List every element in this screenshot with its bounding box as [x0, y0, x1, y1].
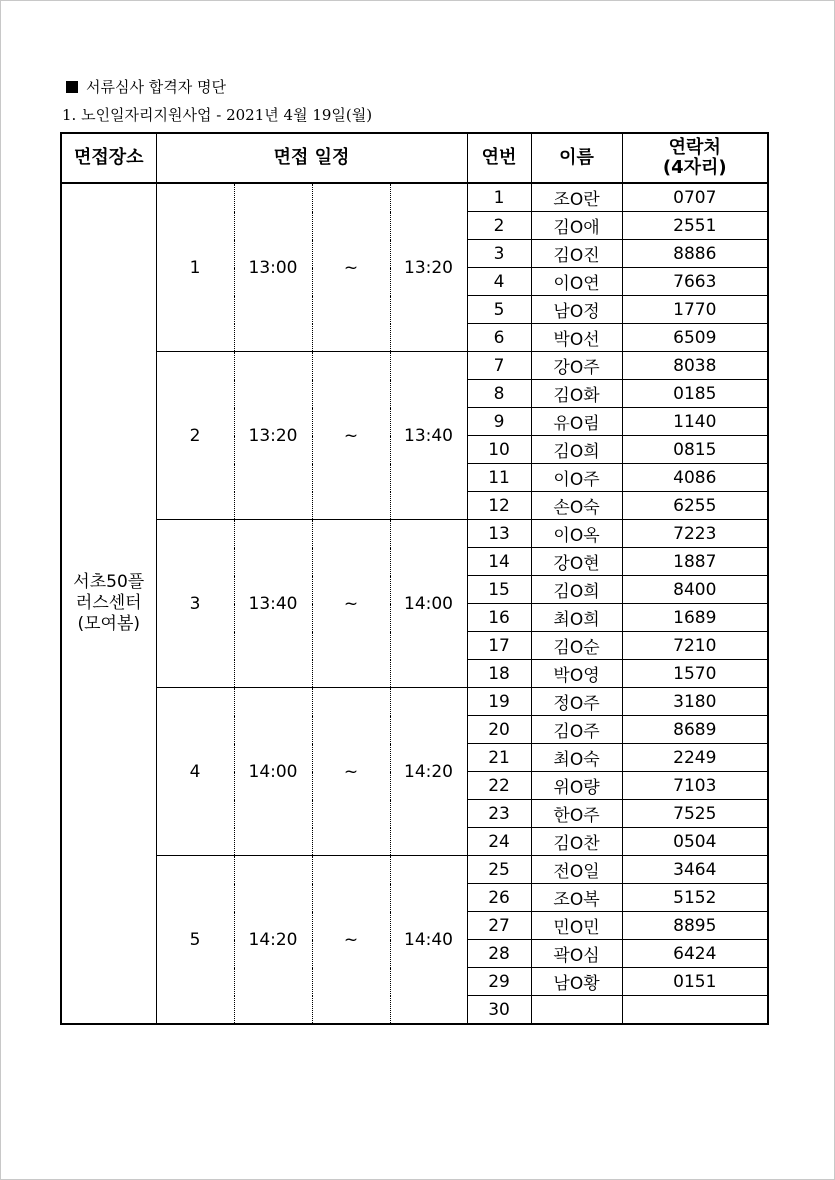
applicant-name: 민O민 [531, 912, 622, 940]
session-range-separator: ~ [312, 856, 390, 1025]
contact-digits: 7525 [622, 800, 768, 828]
interview-place-line: (모여봄) [77, 614, 141, 634]
seq-number: 17 [467, 632, 531, 660]
contact-digits: 8038 [622, 352, 768, 380]
applicant-name: 이O연 [531, 268, 622, 296]
seq-number: 6 [467, 324, 531, 352]
header-name: 이름 [531, 133, 622, 183]
contact-digits: 3464 [622, 856, 768, 884]
seq-number: 29 [467, 968, 531, 996]
applicant-name: 강O현 [531, 548, 622, 576]
contact-digits: 7103 [622, 772, 768, 800]
applicant-name: 최O희 [531, 604, 622, 632]
contact-digits: 0504 [622, 828, 768, 856]
applicant-name: 김O화 [531, 380, 622, 408]
seq-number: 25 [467, 856, 531, 884]
session-end-time: 13:40 [390, 352, 467, 520]
seq-number: 19 [467, 688, 531, 716]
contact-digits: 5152 [622, 884, 768, 912]
applicant-name: 강O주 [531, 352, 622, 380]
table-row [61, 520, 768, 548]
seq-number: 11 [467, 464, 531, 492]
applicant-name: 최O숙 [531, 744, 622, 772]
contact-digits: 8895 [622, 912, 768, 940]
list-subheading: 1. 노인일자리지원사업 - 2021년 4월 19일(월) [62, 106, 373, 124]
seq-number: 4 [467, 268, 531, 296]
header-place: 면접장소 [61, 133, 156, 183]
seq-number: 22 [467, 772, 531, 800]
header-schedule: 면접 일정 [156, 133, 467, 183]
seq-number: 14 [467, 548, 531, 576]
contact-digits: 6255 [622, 492, 768, 520]
session-start-time: 14:00 [234, 688, 312, 856]
table-row [61, 856, 768, 884]
contact-digits: 1887 [622, 548, 768, 576]
contact-digits: 7223 [622, 520, 768, 548]
applicant-name: 조O복 [531, 884, 622, 912]
contact-digits: 1689 [622, 604, 768, 632]
seq-number: 20 [467, 716, 531, 744]
contact-digits: 1570 [622, 660, 768, 688]
seq-number: 18 [467, 660, 531, 688]
applicant-name [531, 996, 622, 1025]
session-number: 4 [156, 688, 234, 856]
session-start-time: 14:20 [234, 856, 312, 1025]
contact-digits: 0815 [622, 436, 768, 464]
applicant-name: 손O숙 [531, 492, 622, 520]
header-row [61, 133, 768, 183]
applicant-name: 남O정 [531, 296, 622, 324]
session-range-separator: ~ [312, 688, 390, 856]
session-end-time: 14:00 [390, 520, 467, 688]
applicant-name: 한O주 [531, 800, 622, 828]
contact-digits: 2249 [622, 744, 768, 772]
list-heading-text: 서류심사 합격자 명단 [86, 78, 226, 96]
seq-number: 30 [467, 996, 531, 1025]
contact-digits: 8400 [622, 576, 768, 604]
seq-number: 3 [467, 240, 531, 268]
applicant-name: 정O주 [531, 688, 622, 716]
table-row [61, 688, 768, 716]
seq-number: 1 [467, 183, 531, 212]
seq-number: 21 [467, 744, 531, 772]
session-number: 3 [156, 520, 234, 688]
contact-digits: 8886 [622, 240, 768, 268]
table-row [61, 352, 768, 380]
seq-number: 2 [467, 212, 531, 240]
session-end-time: 14:20 [390, 688, 467, 856]
applicant-name: 김O애 [531, 212, 622, 240]
applicant-name: 전O일 [531, 856, 622, 884]
contact-digits: 3180 [622, 688, 768, 716]
session-range-separator: ~ [312, 520, 390, 688]
roster-table [60, 132, 769, 1025]
applicant-name: 김O희 [531, 576, 622, 604]
contact-digits: 8689 [622, 716, 768, 744]
header-contact-line2: (4자리) [662, 157, 727, 178]
contact-digits: 0151 [622, 968, 768, 996]
session-range-separator: ~ [312, 183, 390, 352]
header-seq: 연번 [467, 133, 531, 183]
applicant-name: 남O황 [531, 968, 622, 996]
session-start-time: 13:20 [234, 352, 312, 520]
square-bullet-icon [66, 81, 78, 93]
interview-place-cell [61, 183, 156, 1024]
session-number: 5 [156, 856, 234, 1025]
session-range-separator: ~ [312, 352, 390, 520]
contact-digits: 1770 [622, 296, 768, 324]
seq-number: 5 [467, 296, 531, 324]
contact-digits: 7663 [622, 268, 768, 296]
applicant-name: 김O찬 [531, 828, 622, 856]
contact-digits: 6509 [622, 324, 768, 352]
contact-digits: 6424 [622, 940, 768, 968]
applicant-name: 이O주 [531, 464, 622, 492]
applicant-name: 김O순 [531, 632, 622, 660]
seq-number: 23 [467, 800, 531, 828]
contact-digits: 0185 [622, 380, 768, 408]
seq-number: 16 [467, 604, 531, 632]
seq-number: 10 [467, 436, 531, 464]
contact-digits: 4086 [622, 464, 768, 492]
applicant-name: 유O림 [531, 408, 622, 436]
seq-number: 12 [467, 492, 531, 520]
applicant-name: 이O옥 [531, 520, 622, 548]
applicant-name: 박O선 [531, 324, 622, 352]
header-contact-line1: 연락처 [668, 137, 721, 158]
seq-number: 7 [467, 352, 531, 380]
roster-body [61, 183, 768, 1024]
contact-digits: 1140 [622, 408, 768, 436]
seq-number: 27 [467, 912, 531, 940]
session-number: 1 [156, 183, 234, 352]
contact-digits: 0707 [622, 183, 768, 212]
applicant-name: 위O량 [531, 772, 622, 800]
seq-number: 9 [467, 408, 531, 436]
seq-number: 8 [467, 380, 531, 408]
seq-number: 15 [467, 576, 531, 604]
session-end-time: 14:40 [390, 856, 467, 1025]
applicant-name: 조O란 [531, 183, 622, 212]
interview-place-line: 러스센터 [75, 593, 142, 613]
applicant-name: 곽O심 [531, 940, 622, 968]
header-contact [622, 133, 768, 183]
seq-number: 24 [467, 828, 531, 856]
contact-digits [622, 996, 768, 1025]
contact-digits: 7210 [622, 632, 768, 660]
applicant-name: 김O주 [531, 716, 622, 744]
contact-digits: 2551 [622, 212, 768, 240]
seq-number: 28 [467, 940, 531, 968]
interview-place-line: 서초50플 [73, 572, 145, 592]
seq-number: 26 [467, 884, 531, 912]
applicant-name: 박O영 [531, 660, 622, 688]
seq-number: 13 [467, 520, 531, 548]
session-start-time: 13:40 [234, 520, 312, 688]
session-number: 2 [156, 352, 234, 520]
table-row [61, 183, 768, 212]
applicant-name: 김O희 [531, 436, 622, 464]
session-end-time: 13:20 [390, 183, 467, 352]
list-heading [66, 77, 226, 97]
applicant-name: 김O진 [531, 240, 622, 268]
session-start-time: 13:00 [234, 183, 312, 352]
